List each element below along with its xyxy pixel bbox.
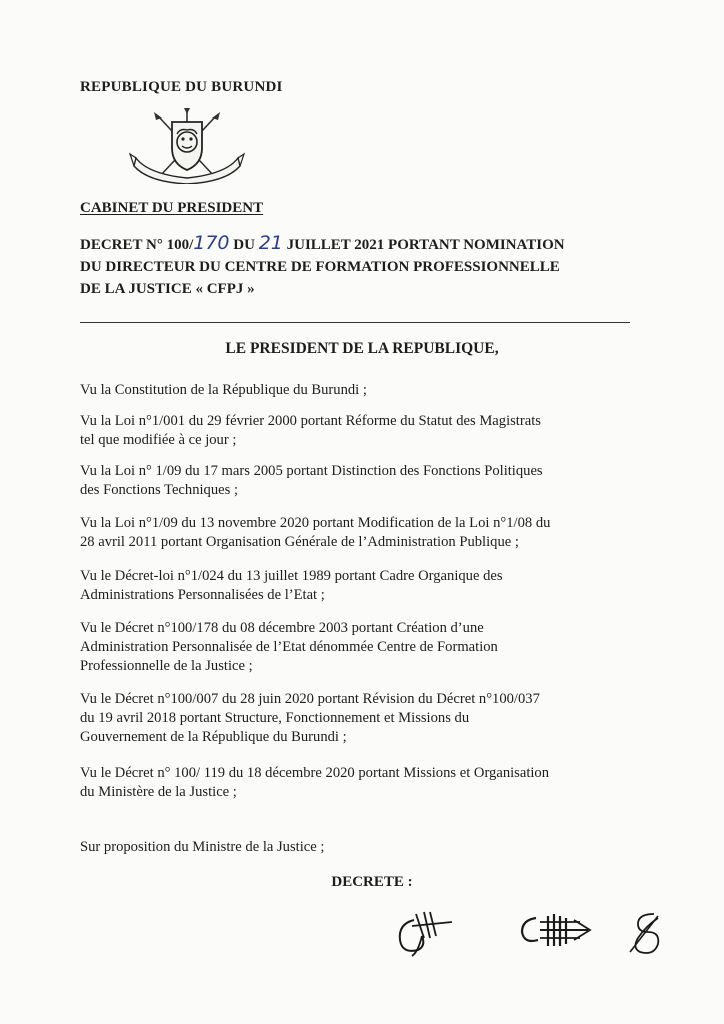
consideration-line: du Ministère de la Justice ; bbox=[80, 784, 237, 800]
decree-title-line-2: DU DIRECTEUR DU CENTRE DE FORMATION PROFESSIONNELLE bbox=[80, 259, 560, 275]
consideration-5 bbox=[80, 567, 640, 605]
initial-signature-3 bbox=[624, 908, 668, 960]
consideration-3 bbox=[80, 462, 640, 500]
decree-du: DU bbox=[229, 237, 259, 253]
consideration-7 bbox=[80, 690, 640, 747]
decree-title-line-1 bbox=[80, 232, 640, 256]
consideration-line: Gouvernement de la République du Burundi ; bbox=[80, 729, 347, 745]
decree-day-handwritten: 21 bbox=[258, 232, 283, 254]
consideration-line: Vu le Décret n° 100/ 119 du 18 décembre 2020 portant Missions et Organisation bbox=[80, 765, 550, 781]
consideration-line: Vu le Décret n°100/178 du 08 décembre 2003 portant Création d’une bbox=[80, 620, 484, 636]
initial-signature-2 bbox=[518, 908, 594, 952]
consideration-line: du 19 avril 2018 portant Structure, Fonctionnement et Missions du bbox=[80, 710, 470, 726]
consideration-line: Vu la Constitution de la République du Burundi ; bbox=[80, 382, 367, 398]
horizontal-divider bbox=[80, 322, 630, 323]
consideration-line: 28 avril 2011 portant Organisation Générale de l’Administration Publique ; bbox=[80, 534, 519, 550]
consideration-1 bbox=[80, 381, 640, 400]
decrete-heading: DECRETE : bbox=[331, 874, 413, 890]
consideration-line: tel que modifiée à ce jour ; bbox=[80, 432, 237, 448]
consideration-line: Administration Personnalisée de l’Etat dénommée Centre de Formation bbox=[80, 639, 498, 655]
consideration-line: Administrations Personnalisées de l’Etat ; bbox=[80, 587, 325, 603]
decree-number-handwritten: 170 bbox=[193, 232, 230, 254]
decree-title bbox=[80, 232, 640, 300]
consideration-line: Vu la Loi n° 1/09 du 17 mars 2005 portant Distinction des Fonctions Politiques bbox=[80, 463, 543, 479]
consideration-line: des Fonctions Techniques ; bbox=[80, 482, 239, 498]
decree-prefix: DECRET N° 100/ bbox=[80, 237, 194, 253]
country-name: REPUBLIQUE DU BURUNDI bbox=[80, 79, 283, 95]
proposal-line: Sur proposition du Ministre de la Justice ; bbox=[80, 839, 325, 855]
president-heading: LE PRESIDENT DE LA REPUBLIQUE, bbox=[225, 340, 499, 357]
burundi-coat-of-arms-icon bbox=[128, 108, 246, 184]
consideration-2 bbox=[80, 412, 640, 450]
consideration-4 bbox=[80, 514, 640, 552]
decree-title-line-3: DE LA JUSTICE « CFPJ » bbox=[80, 281, 255, 297]
decree-title-rest: JUILLET 2021 PORTANT NOMINATION bbox=[282, 237, 565, 253]
consideration-line: Vu le Décret-loi n°1/024 du 13 juillet 1989 portant Cadre Organique des bbox=[80, 568, 503, 584]
initial-signature-1 bbox=[392, 908, 456, 960]
consideration-line: Professionnelle de la Justice ; bbox=[80, 658, 253, 674]
cabinet-title: CABINET DU PRESIDENT bbox=[80, 200, 264, 216]
consideration-8 bbox=[80, 764, 640, 802]
consideration-line: Vu la Loi n°1/09 du 13 novembre 2020 portant Modification de la Loi n°1/08 du bbox=[80, 515, 551, 531]
consideration-line: Vu le Décret n°100/007 du 28 juin 2020 portant Révision du Décret n°100/037 bbox=[80, 691, 540, 707]
consideration-6 bbox=[80, 619, 640, 676]
consideration-line: Vu la Loi n°1/001 du 29 février 2000 portant Réforme du Statut des Magistrats bbox=[80, 413, 541, 429]
